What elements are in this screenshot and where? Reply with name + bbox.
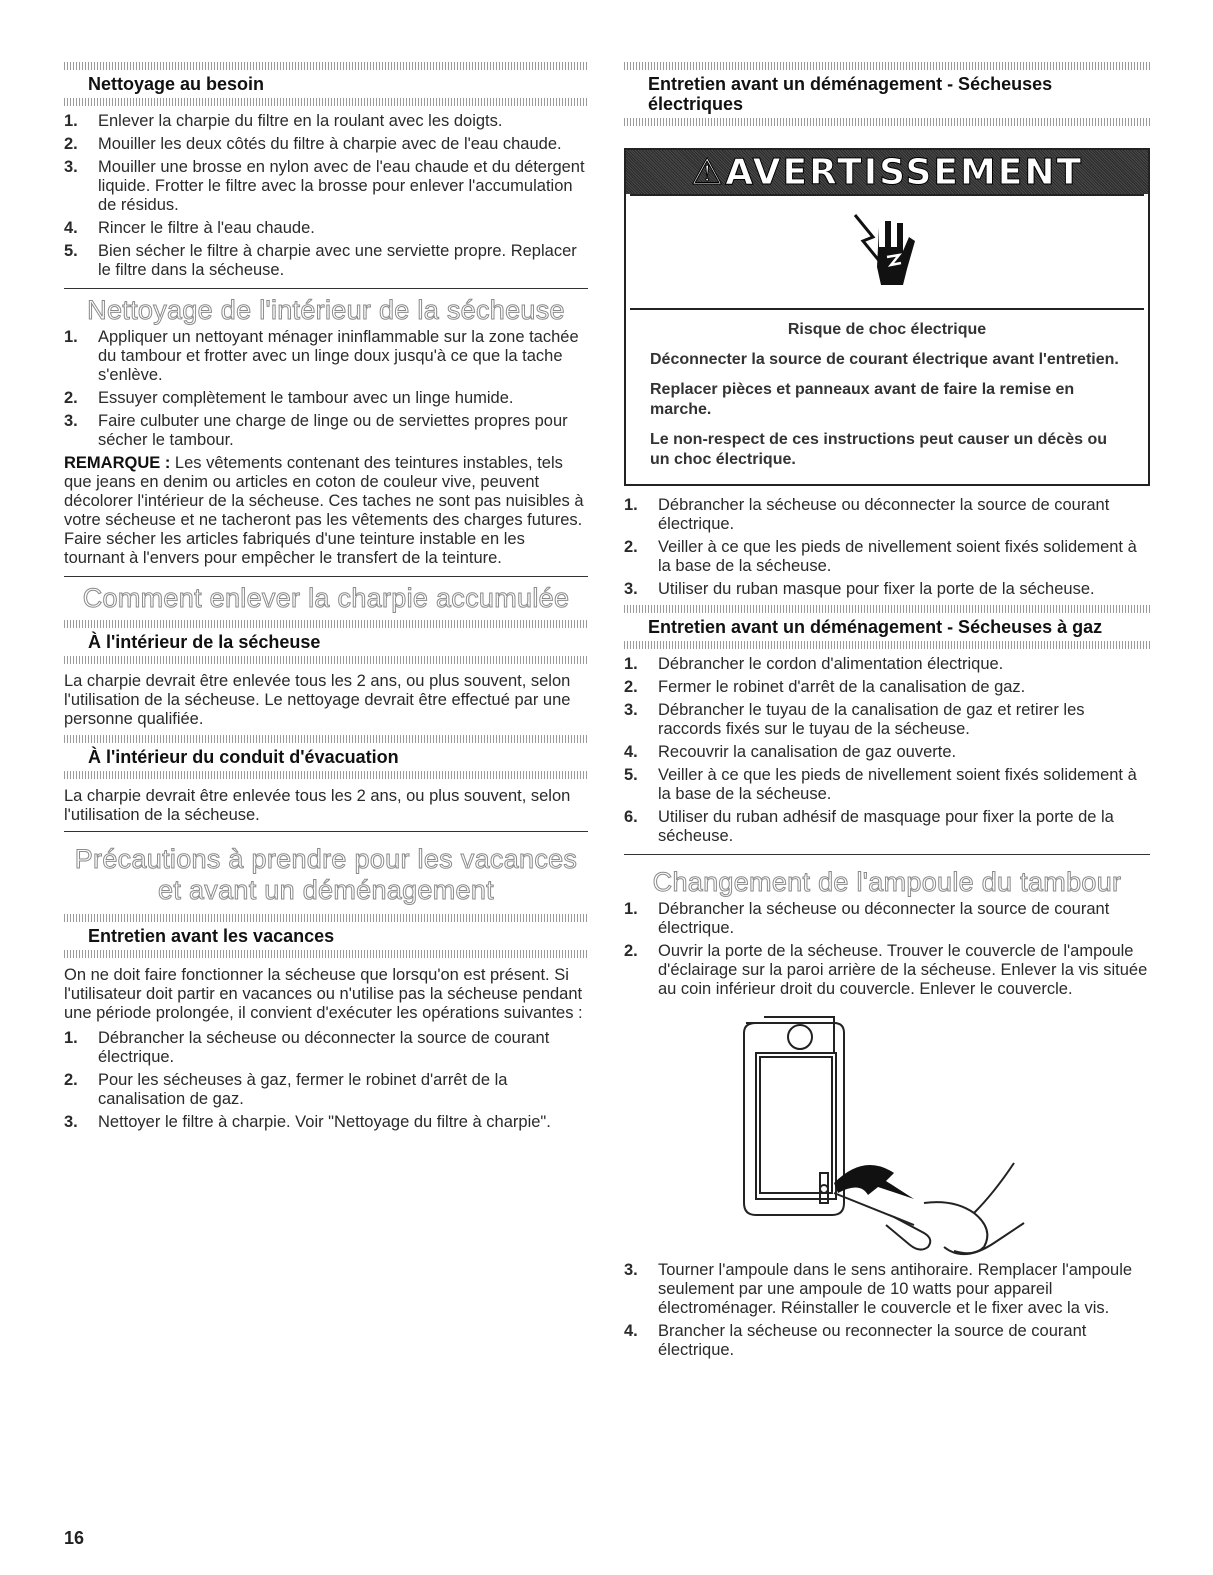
section-title: À l'intérieur de la sécheuse — [88, 632, 321, 652]
steps-list — [64, 1029, 588, 1132]
steps-list — [64, 112, 588, 280]
section-divider — [64, 288, 588, 289]
dotted-rule — [64, 620, 588, 628]
warning-text: Le non-respect de ces instructions peut causer un décès ou un choc électrique. — [650, 431, 1108, 468]
section-title: Entretien avant un déménagement - Sécheuses à gaz — [648, 617, 1103, 637]
list-item: 4. Rincer le filtre à l'eau chaude. — [64, 219, 315, 237]
dotted-rule — [64, 98, 588, 106]
list-item: 1. Enlever la charpie du filtre en la roulant avec les doigts. — [64, 112, 503, 130]
right-column — [624, 62, 1150, 1364]
electric-shock-icon — [630, 194, 1144, 310]
bulb-cover-illustration — [624, 1003, 1150, 1261]
warning-label: ⚠AVERTISSEMENT — [690, 151, 1084, 193]
section-divider — [624, 854, 1150, 855]
list-item: 3. Mouiller une brosse en nylon avec de l'eau chaude et du détergent liquide. Frotter le filtre avec la brosse pour enlever l'accumulation de résidus. — [64, 158, 585, 214]
section-divider — [64, 576, 588, 577]
section-divider — [64, 831, 588, 832]
paragraph: On ne doit faire fonctionner la sécheuse que lorsqu'on est présent. Si l'utilisateur doit partir en vacances ou n'utilise pas la sécheuse pendant une période prolongée, il convient d'exécuter les opérations suivantes : — [64, 966, 583, 1022]
section-heading-line: Précautions à prendre pour les vacances — [74, 844, 578, 874]
list-item: 1. Débrancher la sécheuse ou déconnecter la source de courant électrique. — [64, 1029, 550, 1066]
list-item: 2. Mouiller les deux côtés du filtre à charpie avec de l'eau chaude. — [64, 135, 562, 153]
steps-list — [64, 328, 588, 450]
section-heading-line: et avant un déménagement — [158, 875, 494, 905]
list-item: 2. Fermer le robinet d'arrêt de la canalisation de gaz. — [624, 678, 1026, 696]
page-number: 16 — [64, 1528, 85, 1548]
section-title: À l'intérieur du conduit d'évacuation — [88, 747, 399, 767]
section-heading — [64, 844, 588, 906]
list-item: 2. Ouvrir la porte de la sécheuse. Trouver le couvercle de l'ampoule d'éclairage sur la paroi arrière de la sécheuse. Enlever la vis située au coin inférieur droit du couvercle. Enlever le couvercle. — [624, 942, 1148, 998]
paragraph: La charpie devrait être enlevée tous les 2 ans, ou plus souvent, selon l'utilisation de la sécheuse. Le nettoyage devrait être effectué par une personne qualifiée. — [64, 672, 571, 728]
list-item: 3. Faire culbuter une charge de linge ou de serviettes propres pour sécher le tambour. — [64, 412, 568, 449]
dotted-rule — [64, 656, 588, 664]
list-item: 2. Essuyer complètement le tambour avec un linge humide. — [64, 389, 514, 407]
list-item: 6. Utiliser du ruban adhésif de masquage pour fixer la porte de la sécheuse. — [624, 808, 1114, 845]
list-item: 5. Veiller à ce que les pieds de nivellement soient fixés solidement à la base de la sécheuse. — [624, 766, 1137, 803]
steps-list — [624, 655, 1150, 846]
list-item: 4. Brancher la sécheuse ou reconnecter la source de courant électrique. — [624, 1322, 1087, 1359]
left-column — [64, 62, 588, 1136]
warning-text: Déconnecter la source de courant électrique avant l'entretien. — [650, 351, 1119, 368]
list-item: 1. Appliquer un nettoyant ménager ininflammable sur la zone tachée du tambour et frotter avec un linge doux jusqu'à ce que la tache s'enlève. — [64, 328, 579, 384]
warning-box — [624, 148, 1150, 486]
list-item: 3. Tourner l'ampoule dans le sens antihoraire. Remplacer l'ampoule seulement par une ampoule de 10 watts pour appareil électroménager. Réinstaller le couvercle et le fixer avec la vis. — [624, 1261, 1133, 1317]
dotted-rule — [64, 950, 588, 958]
warning-text: Replacer pièces et panneaux avant de faire la remise en marche. — [650, 381, 1075, 418]
list-item: 1. Débrancher la sécheuse ou déconnecter la source de courant électrique. — [624, 496, 1110, 533]
section-heading: Comment enlever la charpie accumulée — [82, 583, 570, 613]
paragraph: La charpie devrait être enlevée tous les 2 ans, ou plus souvent, selon l'utilisation de la sécheuse. — [64, 787, 571, 824]
section-title: Nettoyage au besoin — [88, 74, 265, 94]
dotted-rule — [624, 62, 1150, 70]
warning-risk: Risque de choc électrique — [787, 321, 987, 338]
section-title: Entretien avant les vacances — [88, 926, 335, 946]
dotted-rule — [64, 914, 588, 922]
dotted-rule — [624, 605, 1150, 613]
list-item: 2. Veiller à ce que les pieds de nivellement soient fixés solidement à la base de la sécheuse. — [624, 538, 1137, 575]
steps-list — [624, 900, 1150, 999]
list-item: 3. Débrancher le tuyau de la canalisation de gaz et retirer les raccords fixés sur le tuyau de la sécheuse. — [624, 701, 1085, 738]
section-title: Entretien avant un déménagement - Sécheuses électriques — [648, 74, 1053, 114]
list-item: 3. Nettoyer le filtre à charpie. Voir "Nettoyage du filtre à charpie". — [64, 1113, 551, 1131]
list-item: 3. Utiliser du ruban masque pour fixer la porte de la sécheuse. — [624, 580, 1095, 598]
list-item: 1. Débrancher le cordon d'alimentation électrique. — [624, 655, 1004, 673]
dotted-rule — [64, 62, 588, 70]
steps-list — [624, 496, 1150, 599]
list-item: 4. Recouvrir la canalisation de gaz ouverte. — [624, 743, 957, 761]
list-item: 5. Bien sécher le filtre à charpie avec une serviette propre. Replacer le filtre dans la sécheuse. — [64, 242, 577, 279]
section-heading: Nettoyage de l'intérieur de la sécheuse — [87, 295, 565, 325]
section-heading: Changement de l'ampoule du tambour — [652, 867, 1122, 897]
dotted-rule — [624, 118, 1150, 126]
list-item: 1. Débrancher la sécheuse ou déconnecter la source de courant électrique. — [624, 900, 1110, 937]
dotted-rule — [624, 641, 1150, 649]
dotted-rule — [64, 735, 588, 743]
list-item: 2. Pour les sécheuses à gaz, fermer le robinet d'arrêt de la canalisation de gaz. — [64, 1071, 508, 1108]
warning-header — [626, 150, 1148, 194]
steps-list — [624, 1261, 1150, 1360]
note-paragraph: REMARQUE : Les vêtements contenant des teintures instables, tels que jeans en denim ou articles en coton de couleur vive, peuvent décolorer l'intérieur de la sécheuse. Ces taches ne sont pas nuisibles à votre sécheuse et ne tacheront pas les vêtements des charges futures. Faire sécher les articles fabriqués d'une teinture instable en les tournant à l'envers pour empêcher le transfert de la teinture. — [64, 454, 584, 567]
dotted-rule — [64, 771, 588, 779]
warning-body — [626, 310, 1148, 484]
